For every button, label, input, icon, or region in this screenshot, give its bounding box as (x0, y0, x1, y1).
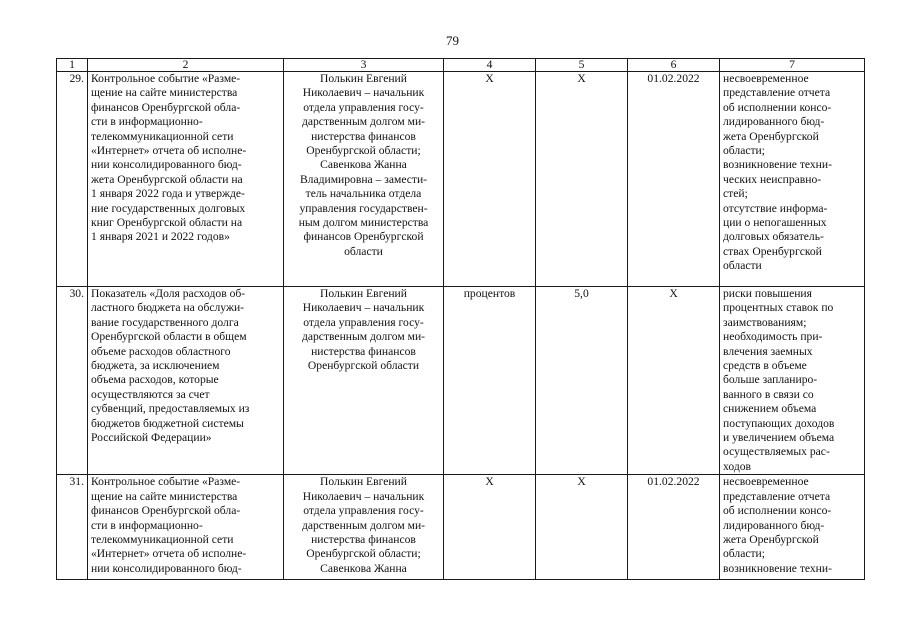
text-line: книг Оренбургской области на (91, 216, 243, 230)
text-line: 1 января 2021 и 2022 годов» (91, 230, 230, 244)
unit-cell: Х (444, 72, 536, 287)
table-row (57, 72, 865, 287)
text-line: Оренбургской области; (306, 144, 421, 158)
text-line: области (723, 259, 762, 273)
text-line: дарственным долгом ми- (301, 115, 426, 129)
text-line: представление отчета (723, 489, 831, 503)
text-line: больше запланиро- (723, 373, 818, 387)
text-line: осуществляемых рас- (723, 445, 830, 459)
risks-cell (720, 475, 865, 580)
text-line: Владимировна – замести- (299, 172, 428, 186)
text-line: об исполнении консо- (723, 100, 832, 114)
text-line: осуществляются за счет (91, 387, 210, 401)
event-description-cell (88, 72, 284, 287)
event-description-cell (88, 475, 284, 580)
value-cell: Х (536, 72, 628, 287)
column-header: 2 (88, 59, 284, 72)
text-line: 1 января 2022 года и утвержде- (91, 187, 245, 201)
text-line: объема расходов, которые (91, 373, 219, 387)
text-line: финансов Оренбургской обла- (91, 504, 241, 518)
column-header: 3 (284, 59, 444, 72)
responsible-cell (284, 287, 444, 475)
text-line: нистерства финансов (311, 532, 416, 546)
text-line: Российской Федерации» (91, 431, 212, 445)
date-cell: 01.02.2022 (628, 475, 720, 580)
text-line: Оренбургской области (307, 359, 420, 373)
text-line: нии консолидированного бюд- (91, 158, 242, 172)
text-line: области (344, 244, 383, 258)
value-cell: Х (536, 475, 628, 580)
text-line: нистерства финансов (311, 129, 416, 143)
text-line: ствах Оренбургской (723, 244, 822, 258)
text-line: жета Оренбургской (723, 129, 819, 143)
text-line: необходимость при- (723, 330, 823, 344)
responsible-cell (284, 72, 444, 287)
text-line: телекоммуникационной сети (91, 532, 234, 546)
text-line: Полькин Евгений (320, 72, 407, 85)
table-row (57, 475, 865, 580)
text-line: Оренбургской области; (306, 547, 421, 561)
date-cell: 01.02.2022 (628, 72, 720, 287)
date-cell: Х (628, 287, 720, 475)
plan-table (56, 58, 865, 580)
unit-cell: Х (444, 475, 536, 580)
text-line: области; (723, 547, 765, 561)
text-line: отсутствие информа- (723, 201, 828, 215)
text-line: ным долгом министерства (298, 216, 429, 230)
text-line: Полькин Евгений (320, 475, 407, 489)
text-line: щение на сайте министерства (91, 86, 238, 100)
text-line: возникновение техни- (723, 158, 832, 172)
column-header: 6 (628, 59, 720, 72)
text-line: «Интернет» отчета об исполне- (91, 547, 247, 561)
column-header: 4 (444, 59, 536, 72)
unit-cell: процентов (444, 287, 536, 475)
text-line: отдела управления госу- (303, 504, 424, 518)
risks-cell (720, 287, 865, 475)
text-line: Савенкова Жанна (320, 158, 407, 172)
text-line: Николаевич – начальник (302, 301, 425, 315)
text-line: финансов Оренбургской обла- (91, 100, 241, 114)
text-line: управления государствен- (299, 201, 428, 215)
text-line: нии консолидированного бюд- (91, 561, 242, 575)
column-header: 1 (57, 59, 88, 72)
text-line: отдела управления госу- (303, 100, 424, 114)
text-line: лидированного бюд- (723, 518, 825, 532)
text-line: лидированного бюд- (723, 115, 825, 129)
risks-cell (720, 72, 865, 287)
row-number: 30. (57, 287, 88, 475)
text-line: дарственным долгом ми- (301, 518, 426, 532)
text-line: стей; (723, 187, 748, 201)
text-line: жета Оренбургской (723, 532, 819, 546)
text-line: долговых обязатель- (723, 230, 824, 244)
text-line: процентных ставок по (723, 301, 834, 315)
text-line: объеме расходов областного (91, 344, 231, 358)
text-line: Николаевич – начальник (302, 86, 425, 100)
text-line: сти в информационно- (91, 518, 203, 532)
text-line: влечения заемных (723, 344, 813, 358)
text-line: отдела управления госу- (303, 315, 424, 329)
event-description-cell (88, 287, 284, 475)
text-line: дарственным долгом ми- (301, 330, 426, 344)
text-line: Оренбургской области в общем (91, 330, 247, 344)
table-row (57, 287, 865, 475)
text-line: тель начальника отдела (305, 187, 422, 201)
text-line: заимствованиям; (723, 315, 807, 329)
text-line: «Интернет» отчета об исполне- (91, 144, 247, 158)
text-line: бюджета, за исключением (91, 359, 220, 373)
responsible-cell (284, 475, 444, 580)
text-line: представление отчета (723, 86, 831, 100)
text-line: щение на сайте министерства (91, 489, 238, 503)
text-line: возникновение техни- (723, 561, 832, 575)
text-line: средств в объеме (723, 359, 807, 373)
row-number: 29. (57, 72, 88, 287)
value-cell: 5,0 (536, 287, 628, 475)
text-line: поступающих доходов (723, 416, 835, 430)
text-line: ходов (723, 459, 751, 473)
text-line: ванного в связи со (723, 387, 814, 401)
text-line: области; (723, 144, 765, 158)
text-line: Показатель «Доля расходов об- (91, 287, 246, 300)
column-header: 5 (536, 59, 628, 72)
text-line: ластного бюджета на обслужи- (91, 301, 245, 315)
text-line: ческих неисправно- (723, 172, 822, 186)
text-line: Полькин Евгений (320, 287, 407, 300)
text-line: бюджетов бюджетной системы (91, 416, 244, 430)
text-line: риски повышения (723, 287, 812, 300)
column-header: 7 (720, 59, 865, 72)
text-line: Николаевич – начальник (302, 489, 425, 503)
text-line: несвоевременное (723, 475, 809, 489)
text-line: снижением объема (723, 402, 817, 416)
text-line: ции о непогашенных (723, 216, 827, 230)
text-line: ние государственных долговых (91, 201, 246, 215)
table-header-row (57, 59, 865, 72)
text-line: несвоевременное (723, 72, 809, 85)
page-number: 79 (446, 33, 459, 48)
text-line: вание государственного долга (91, 315, 239, 329)
text-line: телекоммуникационной сети (91, 129, 234, 143)
text-line: сти в информационно- (91, 115, 203, 129)
text-line: Савенкова Жанна (320, 561, 407, 575)
text-line: жета Оренбургской области на (91, 172, 243, 186)
text-line: об исполнении консо- (723, 504, 832, 518)
text-line: нистерства финансов (311, 344, 416, 358)
text-line: субвенций, предоставляемых из (91, 402, 250, 416)
text-line: и увеличением объема (723, 431, 835, 445)
row-number: 31. (57, 475, 88, 580)
text-line: финансов Оренбургской (303, 230, 424, 244)
text-line: Контрольное событие «Разме- (91, 72, 241, 85)
text-line: Контрольное событие «Разме- (91, 475, 241, 489)
